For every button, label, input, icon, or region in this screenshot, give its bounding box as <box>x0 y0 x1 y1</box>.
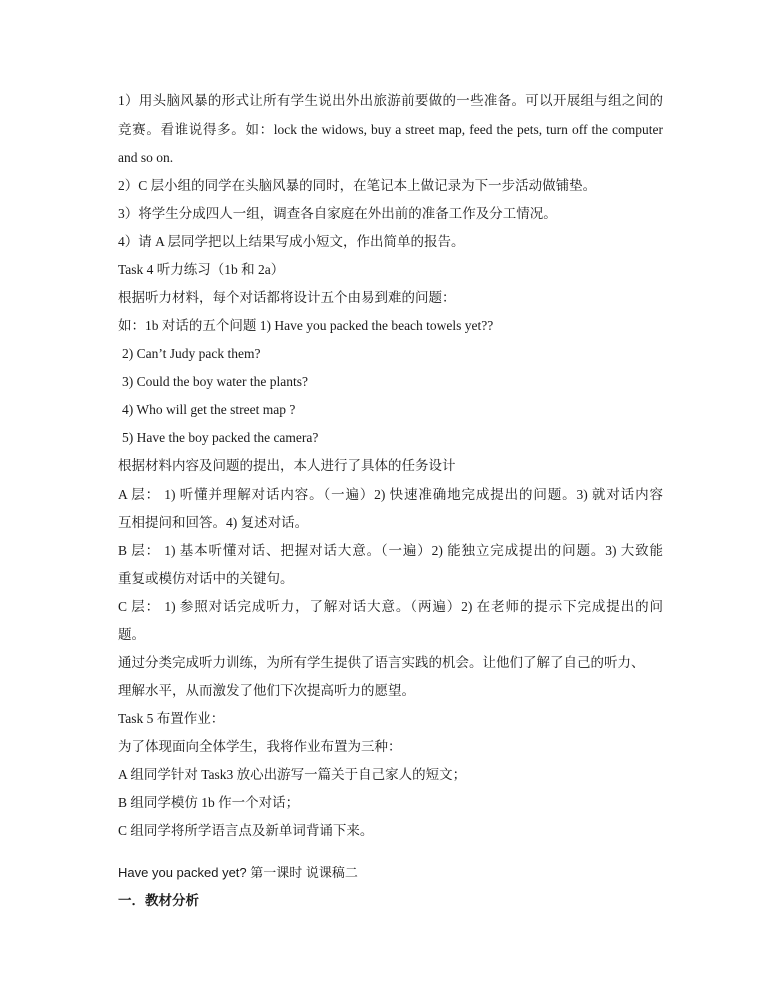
question-line: 4) Who will get the street map ? <box>122 402 296 417</box>
paragraph-line: 4）请 A 层同学把以上结果写成小短文，作出简单的报告。 <box>118 234 465 249</box>
paragraph-line: B 层： 1) 基本听懂对话、把握对话大意。（一遍）2) 能独立完成提出的问题。3) 大致能 <box>118 543 663 558</box>
task-heading: Task 4 听力练习（1b 和 2a） <box>118 262 285 277</box>
paragraph-line: 3）将学生分成四人一组，调查各自家庭在外出前的准备工作及分工情况。 <box>118 206 557 221</box>
task-heading: Task 5 布置作业： <box>118 711 225 726</box>
paragraph-line: 重复或模仿对话中的关键句。 <box>118 571 294 586</box>
paragraph-line: B 组同学模仿 1b 作一个对话； <box>118 795 300 810</box>
paragraph-line: 1）用头脑风暴的形式让所有学生说出外出旅游前要做的一些准备。可以开展组与组之间的 <box>118 93 663 108</box>
paragraph-line: and so on. <box>118 150 174 165</box>
paragraph-line: 2）C 层小组的同学在头脑风暴的同时，在笔记本上做记录为下一步活动做铺垫。 <box>118 178 597 193</box>
paragraph-line: C 组同学将所学语言点及新单词背诵下来。 <box>118 823 374 838</box>
paragraph-line: 题。 <box>118 627 145 642</box>
paragraph-line: A 层： 1) 听懂并理解对话内容。（一遍）2) 快速准确地完成提出的问题。3) 就对话内容 <box>118 487 663 502</box>
question-line: 5) Have the boy packed the camera? <box>122 430 319 445</box>
paragraph-line: A 组同学针对 Task3 放心出游写一篇关于自己家人的短文； <box>118 767 467 782</box>
question-line: 如：1b 对话的五个问题 1) Have you packed the beach towels yet?? <box>118 318 494 333</box>
paragraph-line: C 层： 1) 参照对话完成听力，了解对话大意。（两遍）2) 在老师的提示下完成提出的问 <box>118 599 663 614</box>
paragraph-line: 根据听力材料，每个对话都将设计五个由易到难的问题： <box>118 290 456 305</box>
question-line: 3) Could the boy water the plants? <box>122 374 308 389</box>
paragraph-line: 竞赛。看谁说得多。如：lock the widows, buy a street map, feed the pets, turn off the computer <box>118 122 663 137</box>
section-title: Have you packed yet? 第一课时 说课稿二 <box>118 865 358 880</box>
paragraph-line: 根据材料内容及问题的提出，本人进行了具体的任务设计 <box>118 458 456 473</box>
paragraph-line: 理解水平，从而激发了他们下次提高听力的愿望。 <box>118 683 415 698</box>
question-line: 2) Can’t Judy pack them? <box>122 346 261 361</box>
paragraph-line: 为了体现面向全体学生，我将作业布置为三种： <box>118 739 402 754</box>
paragraph-line: 通过分类完成听力训练，为所有学生提供了语言实践的机会。让他们了解了自己的听力、 <box>118 655 645 670</box>
paragraph-line: 互相提问和回答。4) 复述对话。 <box>118 515 309 530</box>
subsection-title: 一．教材分析 <box>118 893 199 908</box>
